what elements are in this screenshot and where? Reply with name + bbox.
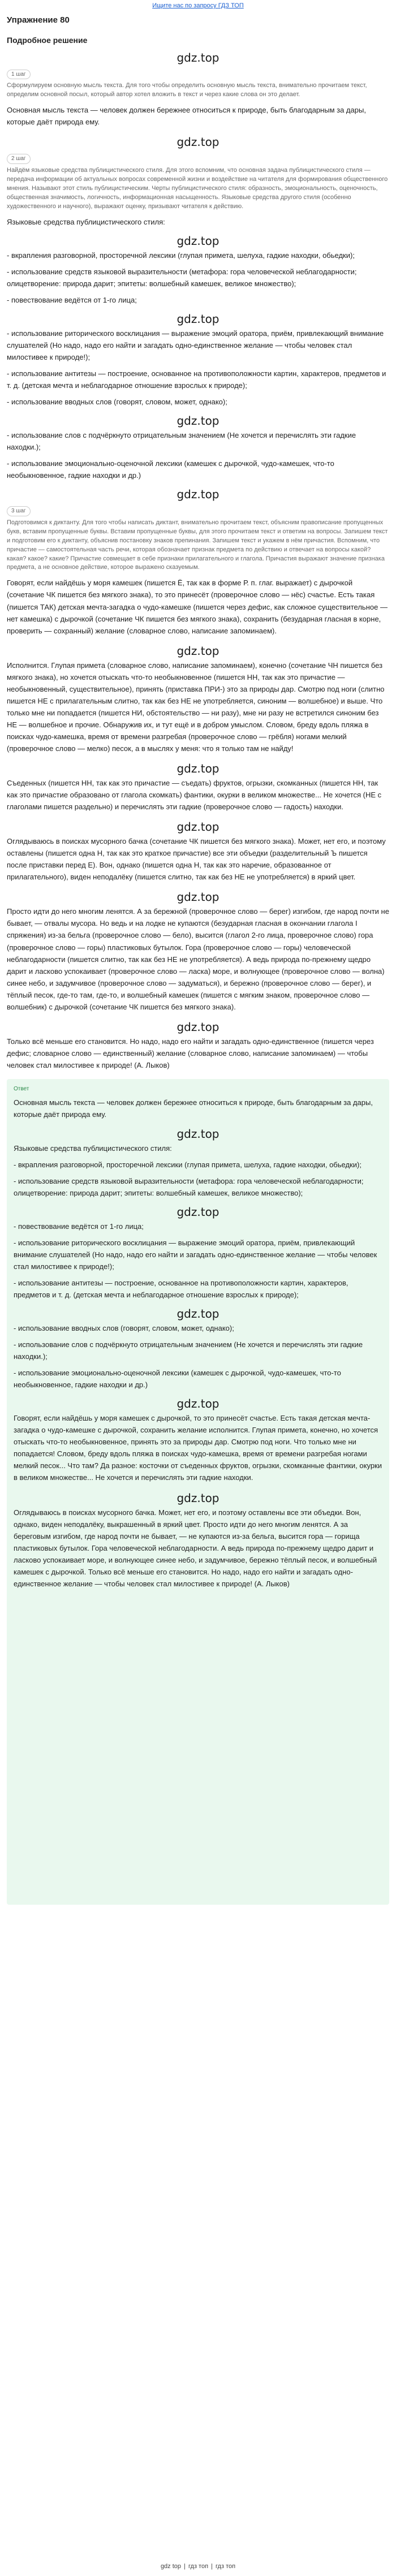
list-item: - повествование ведётся от 1-го лица; xyxy=(7,295,137,304)
solution-title: Подробное решение xyxy=(7,36,88,45)
watermark: gdz.top xyxy=(177,312,219,326)
answer-paragraph: - использование антитезы — построение, основанное на противоположности картин, характеров, предметов и т. д. (детская мечта и неблагодарное отношение взрослых к природе); xyxy=(14,1278,348,1299)
answer-label: Ответ xyxy=(14,1085,29,1092)
watermark: gdz.top xyxy=(177,234,219,248)
step-1 xyxy=(7,66,389,128)
list-item: - использование эмоционально-оценочной лексики (камешек с дырочкой, чудо-камешек, что-то необыкновенное, гадкие находки и др.) xyxy=(7,459,334,480)
watermark: gdz.top xyxy=(177,487,219,502)
bottom-link[interactable]: гдз топ xyxy=(216,2562,236,2570)
answer-paragraph: Языковые средства публицистического стиля: xyxy=(14,1144,172,1153)
watermark: gdz.top xyxy=(177,1127,219,1141)
list-heading: Языковые средства публицистического стиля: xyxy=(7,217,165,226)
list-item: - вкрапления разговорной, просторечной лексики (глупая примета, шелуха, гадкие находки, обьедки); xyxy=(7,251,355,260)
list-item: - использование средств языковой выразительности (метафора: гора человеческой неблагодарности; олицетворение: природа дарит; эпитеты: волшебный камешек, великое множество); xyxy=(7,267,357,288)
list-item: - использование антитезы — построение, основанное на противоположности картин, характеров, предметов и т. д. (детская мечта и неблагодарное отношение взрослых к природе); xyxy=(7,369,386,390)
watermark: gdz.top xyxy=(177,1205,219,1219)
list-item: - использование слов с подчёркнуто отрицательным значением (Не хочется и перечислять эти гадкие находки.); xyxy=(7,431,356,452)
step-note: Сформулируем основную мысль текста. Для того чтобы определить основную мысль текста, внимательно прочитаем текст, определим основной посыл, который автор хотел вложить в текст и через какие слова он это делает. xyxy=(7,82,367,98)
watermark: gdz.top xyxy=(177,644,219,658)
dictation-paragraph: Исполнится. Глупая примета (словарное слово, написание запоминаем), конечно (сочетание ЧН пишется без мягкого знака), но хочется отыскать что-то необыкновенное (пишется НН, так как это причастие — необыкновенный, существительное), принять (приставка ПРИ-) это за природы дар. Смотрю под ноги (слитно пишется НЕ с прилагательным слитно, так как без НЕ не употребляется, синоним — волшебное) и выше. Что только мне ни попадается (пишется НИ, обстоятельство — ни разу), мне ни разу не встретился синоним без НЕ — волшебное и прочие. Обнаружив их, и тут ещё и в добром умыслом. Словом, бреду вдоль пляжа в поисках чудо-камешка, время от времени разгребая (проверочное слово — грёбля) ногами мелкий (проверочное слово — мелко) песок, а в мыслях у меня: что я только там не найду! xyxy=(7,661,385,753)
bottom-links: gdz top | гдз топ | гдз топ xyxy=(160,2562,236,2570)
watermark: gdz.top xyxy=(177,890,219,904)
dictation-paragraph: Просто идти до него многим ленятся. А за бережной (проверочное слово — берег) изгибом, где народ почти не бывает, — отвалы мусора. Но ведь и на лодке не купаются (безударная гласная в окончании глагола I спряжения) из-за бельга (проверочное слово — бело), высится (глагол 2-го лица, проверочное слово) гора (проверочное слово — горы) пластиковых бутылок. Гора (проверочное слово — горы) человеческой неблагодарности (пишется слитно, так как без НЕ не употребляется). А ведь природа по-прежнему щедро дарит и ласково успокаивает (проверочное слово — ласка) море, и волнующее (проверочное слово — волна) синее небо, и задумчивое (проверочное слово — задуматься), и бережно (проверочное слово — берег), и тёплый песок, где-то там, где-то, и волшебный камешек (пишется с мягким знаком, проверочное слово — волшебник) с дырочкой (сочетание ЧК пишется без мягкого знака). xyxy=(7,907,389,1011)
exercise-title: Упражнение 80 xyxy=(7,15,70,25)
answer-box xyxy=(7,1079,389,1905)
dictation-paragraph: Только всё меньше его становится. Но надо, надо его найти и загадать одно-единственное (пишется через дефис; словарное слово — единственный) желание (словарное слово, написание запоминаем) — чтобы человек стал милостивее к природе! (А. Лыков) xyxy=(7,1037,374,1069)
dictation-paragraph: Говорят, если найдёшь у моря камешек (пишется Ё, так как в форме Р. п. глаг. выражает) с дырочкой (сочетание ЧК пишется без мягкого знака), то это принесёт (проверочное слово — нёс) счастье. Есть такая (пишется ТАК) детская мечта-загадка о чудо-камешке (пишется через дефис, как сложное существительное — нет камешка) с дырочкой (сочетание ЧК пишется без мягкого знака), сохранить (безударная гласная в корне, проверить — сохранный) желание (словарное слово, написание запоминаем). xyxy=(7,579,388,635)
step-note: Подготовимся к диктанту. Для того чтобы написать диктант, внимательно прочитаем текст, объясним правописание пропущенных букв, вставим пропущенные буквы. Вставим пропущенные буквы, для этого прочитаем текст и ответим на вопросы. Запишем текст и подготовим его к диктанту, объяснив постановку знаков препинания. Запишем текст и укажем в нём причастия. Вспомним, что причастие — самостоятельная часть речи, которая обозначает признак предмета по действию и отвечает на вопросы какой? какая? какое? какие? Причастие совмещает в себе признаки прилагательного и глагола. Причастия выражают значение признака предмета, а не основное действие, которое выражено сказуемым. xyxy=(7,519,388,571)
answer-paragraph: Оглядываюсь в поисках мусорного бачка. Может, нет его, и поэтому оставлены все эти объедки. Вон, однако, виден неподалёку, выкрашенный в яркий цвет. Просто идти до него многим ленятся. А за береговым изгибом, где народ почти не бывает, — не купаются из-за бельга, высится гора — горища пластиковых бутылок. Гора человеческой неблагодарности. А ведь природа по-прежнему щедро дарит и ласково успокаивает море, и волнующее синее небо, и задумчивое, бережно тёплый песок, и волшебный камешек с дырочкой. Только всё меньше его становится. Но надо, надо его найти и загадать одно-единственное желание — чтобы человек стал милостивее к природе! (А. Лыков) xyxy=(14,1508,377,1588)
watermark: gdz.top xyxy=(177,50,219,64)
top-search-link[interactable]: Ищите нас по запросу ГДЗ ТОП xyxy=(152,2,244,9)
watermark: gdz.top xyxy=(177,762,219,776)
dictation-paragraph: Съеденных (пишется НН, так как это причастие — съедать) фруктов, огрызки, скомканных (пишется НН, так как это причастие образовано от глагола скомкать) фантики, окурки в великом множестве... Не хочется (НЕ с глаголами пишется раздельно) и перечислять эти гадкие (проверочное слово — гадость) находки. xyxy=(7,779,382,812)
answer-paragraph: - повествование ведётся от 1-го лица; xyxy=(14,1222,144,1231)
step-badge: 3 шаг xyxy=(7,506,31,516)
step-2 xyxy=(7,150,389,481)
step-note: Найдём языковые средства публицистического стиля. Для этого вспомним, что основная задача публицистического стиля — передача информации об актуальных вопросах современной жизни и воздействие на читателя для формирования общественного мнения. Называют этот стиль публицистическим. Черты публицистического стиля: образность, эмоциональность, оценочность, общественная значимость, логичность, информационная насыщенность. Языковые средства другого стиля (особенно художественного и научного), выражают оценку, призывают читателя к действию. xyxy=(7,166,388,210)
answer-paragraph: - вкрапления разговорной, просторечной лексики (глупая примета, шелуха, гадкие находки, обьедки); xyxy=(14,1160,361,1169)
bottom-link[interactable]: gdz top xyxy=(160,2562,182,2570)
step-badge: 1 шаг xyxy=(7,70,31,80)
watermark: gdz.top xyxy=(177,820,219,834)
bottom-link[interactable]: гдз топ xyxy=(188,2562,209,2570)
answer-paragraph: - использование эмоционально-оценочной лексики (камешек с дырочкой, чудо-камешек, что-то необыкновенное, гадкие находки и др.) xyxy=(14,1369,341,1390)
list-item: - использование риторического восклицания — выражение эмоций оратора, приём, привлекающий внимание слушателей (Но надо, надо его найти и загадать одно-единственное желание — чтобы человек стал милостивее к природе!); xyxy=(7,329,384,361)
watermark: gdz.top xyxy=(177,1397,219,1411)
answer-paragraph: - использование вводных слов (говорят, словом, может, однако); xyxy=(14,1323,234,1332)
step-3 xyxy=(7,503,389,1071)
answer-paragraph: - использование средств языковой выразительности (метафора: гора человеческой неблагодарности; олицетворение: природа дарит; эпитеты: волшебный камешек, великое множество); xyxy=(14,1176,364,1197)
answer-paragraph: - использование слов с подчёркнуто отрицательным значением (Не хочется и перечислять эти гадкие находки.); xyxy=(14,1340,363,1361)
watermark: gdz.top xyxy=(177,1306,219,1321)
dictation-paragraph: Оглядываюсь в поисках мусорного бачка (сочетание ЧК пишется без мягкого знака). Может, нет его, и поэтому оставлены (пишется одна Н, так как это краткое причастие) все эти объедки (разделительный Ъ пишется после приставки перед Е). Вон, однако (пишется одна Н, так как это наречие, образованное от прилагательного), виден неподалёку (пишется слитно, так как без НЕ не употребляется) в яркий цвет. xyxy=(7,837,386,882)
watermark: gdz.top xyxy=(177,1020,219,1034)
watermark: gdz.top xyxy=(177,414,219,428)
step-badge: 2 шаг xyxy=(7,154,31,164)
answer-paragraph: - использование риторического восклицания — выражение эмоций оратора, приём, привлекающий внимание слушателей (Но надо, надо его найти и загадать одно-единственное желание — чтобы человек стал милостивее к природе!); xyxy=(14,1238,377,1271)
watermark: gdz.top xyxy=(177,1491,219,1505)
main-idea-paragraph: Основная мысль текста — человек должен бережнее относиться к природе, быть благодарным за дары, которые даёт природа ему. xyxy=(7,106,366,127)
answer-paragraph: Говорят, если найдёшь у моря камешек с дырочкой, то это принесёт счастье. Есть такая детская мечта-загадка о чудо-камешке с дырочкой, сохранить желание исполнится. Глупая примета, конечно, но хочется отыскать что-то необыкновенное, принять это за природы дар. Смотрю под ноги. Что только мне ни попадается! Словом, бреду вдоль пляжа в поисках чудо-камешка, время от времени разгребая ногами мелкий песок... Что там? Да разное: косточки от съеденных фруктов, огрызки, скомканные фантики, окурки в великом множестве... Не хочется и перечислять эти гадкие находки. xyxy=(14,1414,382,1482)
watermark: gdz.top xyxy=(177,135,219,149)
answer-paragraph: Основная мысль текста — человек должен бережнее относиться к природе, быть благодарным за дары, которые даёт природа ему. xyxy=(14,1098,373,1119)
list-item: - использование вводных слов (говорят, словом, может, однако); xyxy=(7,398,227,407)
